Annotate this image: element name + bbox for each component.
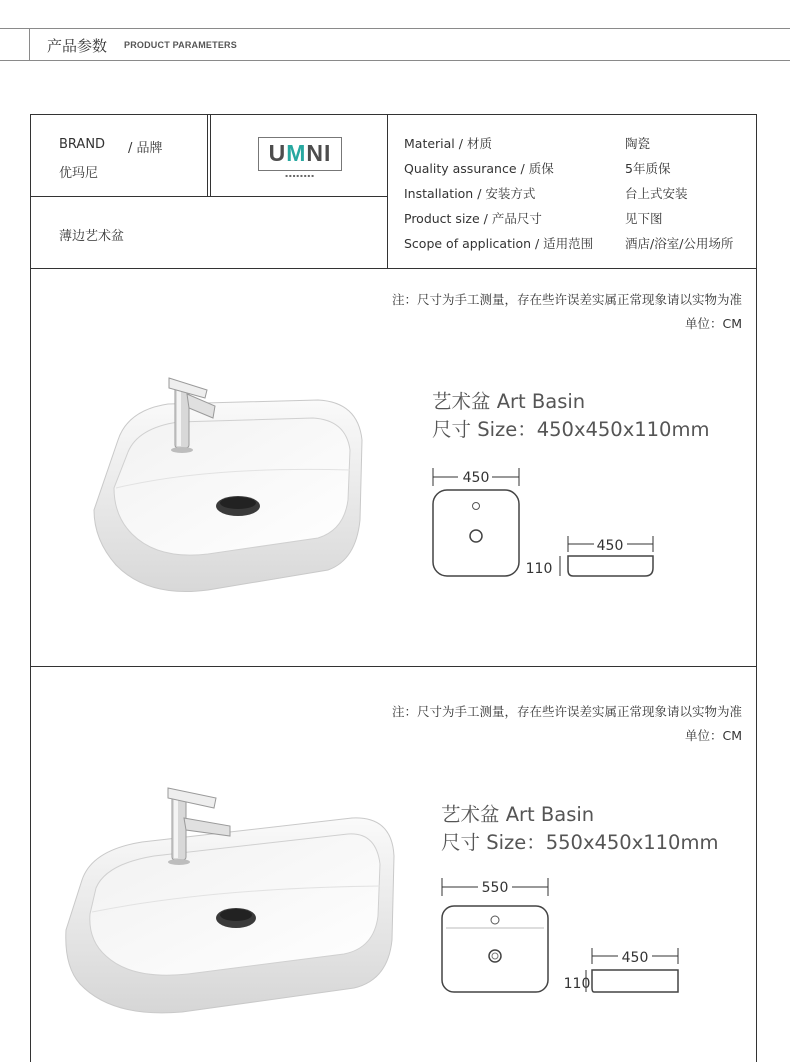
brand-logo — [258, 137, 342, 171]
top-width-label: 550 — [481, 880, 509, 896]
brand-name: 优玛尼 — [59, 166, 99, 181]
product-size-title: 尺寸 Size：550x450x110mm — [441, 831, 719, 854]
side-width-label: 450 — [621, 950, 649, 966]
param-label-quality: Quality assurance / 质保 — [404, 161, 554, 176]
brand-label: BRAND — [59, 137, 106, 152]
param-value-material: 陶瓷 — [625, 136, 651, 151]
dimension-diagram — [438, 876, 688, 1000]
param-label-size: Product size / 产品尺寸 — [404, 211, 542, 226]
param-label-scope: Scope of application / 适用范围 — [404, 236, 594, 251]
product-name-title: 艺术盆 Art Basin — [432, 390, 586, 413]
param-value-size: 见下图 — [625, 211, 663, 226]
measurement-note: 注：尺寸为手工测量，存在些许误差实属正常现象请以实物为准 — [391, 704, 742, 719]
product-name: 薄边艺术盆 — [59, 229, 125, 244]
faucet-icon — [163, 372, 223, 454]
brand-label-cn: / 品牌 — [128, 141, 163, 156]
section-subtitle: PRODUCT PARAMETERS — [124, 40, 237, 50]
top-width-label: 450 — [462, 470, 490, 486]
side-height-label: 110 — [563, 976, 591, 992]
dimension-diagram — [428, 466, 668, 586]
section-title: 产品参数 — [47, 37, 108, 55]
measurement-note: 注：尺寸为手工测量，存在些许误差实属正常现象请以实物为准 — [391, 292, 742, 307]
param-value-scope: 酒店/浴室/公用场所 — [625, 236, 734, 251]
logo-wordmark: UMNI — [268, 140, 332, 166]
side-width-label: 450 — [596, 538, 624, 554]
param-label-material: Material / 材质 — [404, 136, 492, 151]
header-bottom-rule — [0, 60, 790, 61]
unit-label: 单位：CM — [684, 316, 742, 331]
product-size-title: 尺寸 Size：450x450x110mm — [432, 418, 710, 441]
header-tick — [29, 28, 30, 60]
faucet-icon — [160, 784, 236, 868]
header-top-rule — [0, 28, 790, 29]
param-value-installation: 台上式安装 — [625, 186, 688, 201]
side-height-label: 110 — [525, 561, 553, 577]
param-value-quality: 5年质保 — [625, 161, 671, 176]
basin-image — [88, 370, 368, 600]
logo-tagline: ▪▪▪▪▪▪▪▪ — [285, 173, 315, 178]
param-label-installation: Installation / 安装方式 — [404, 186, 536, 201]
product-name-title: 艺术盆 Art Basin — [441, 803, 595, 826]
unit-label: 单位：CM — [684, 728, 742, 743]
